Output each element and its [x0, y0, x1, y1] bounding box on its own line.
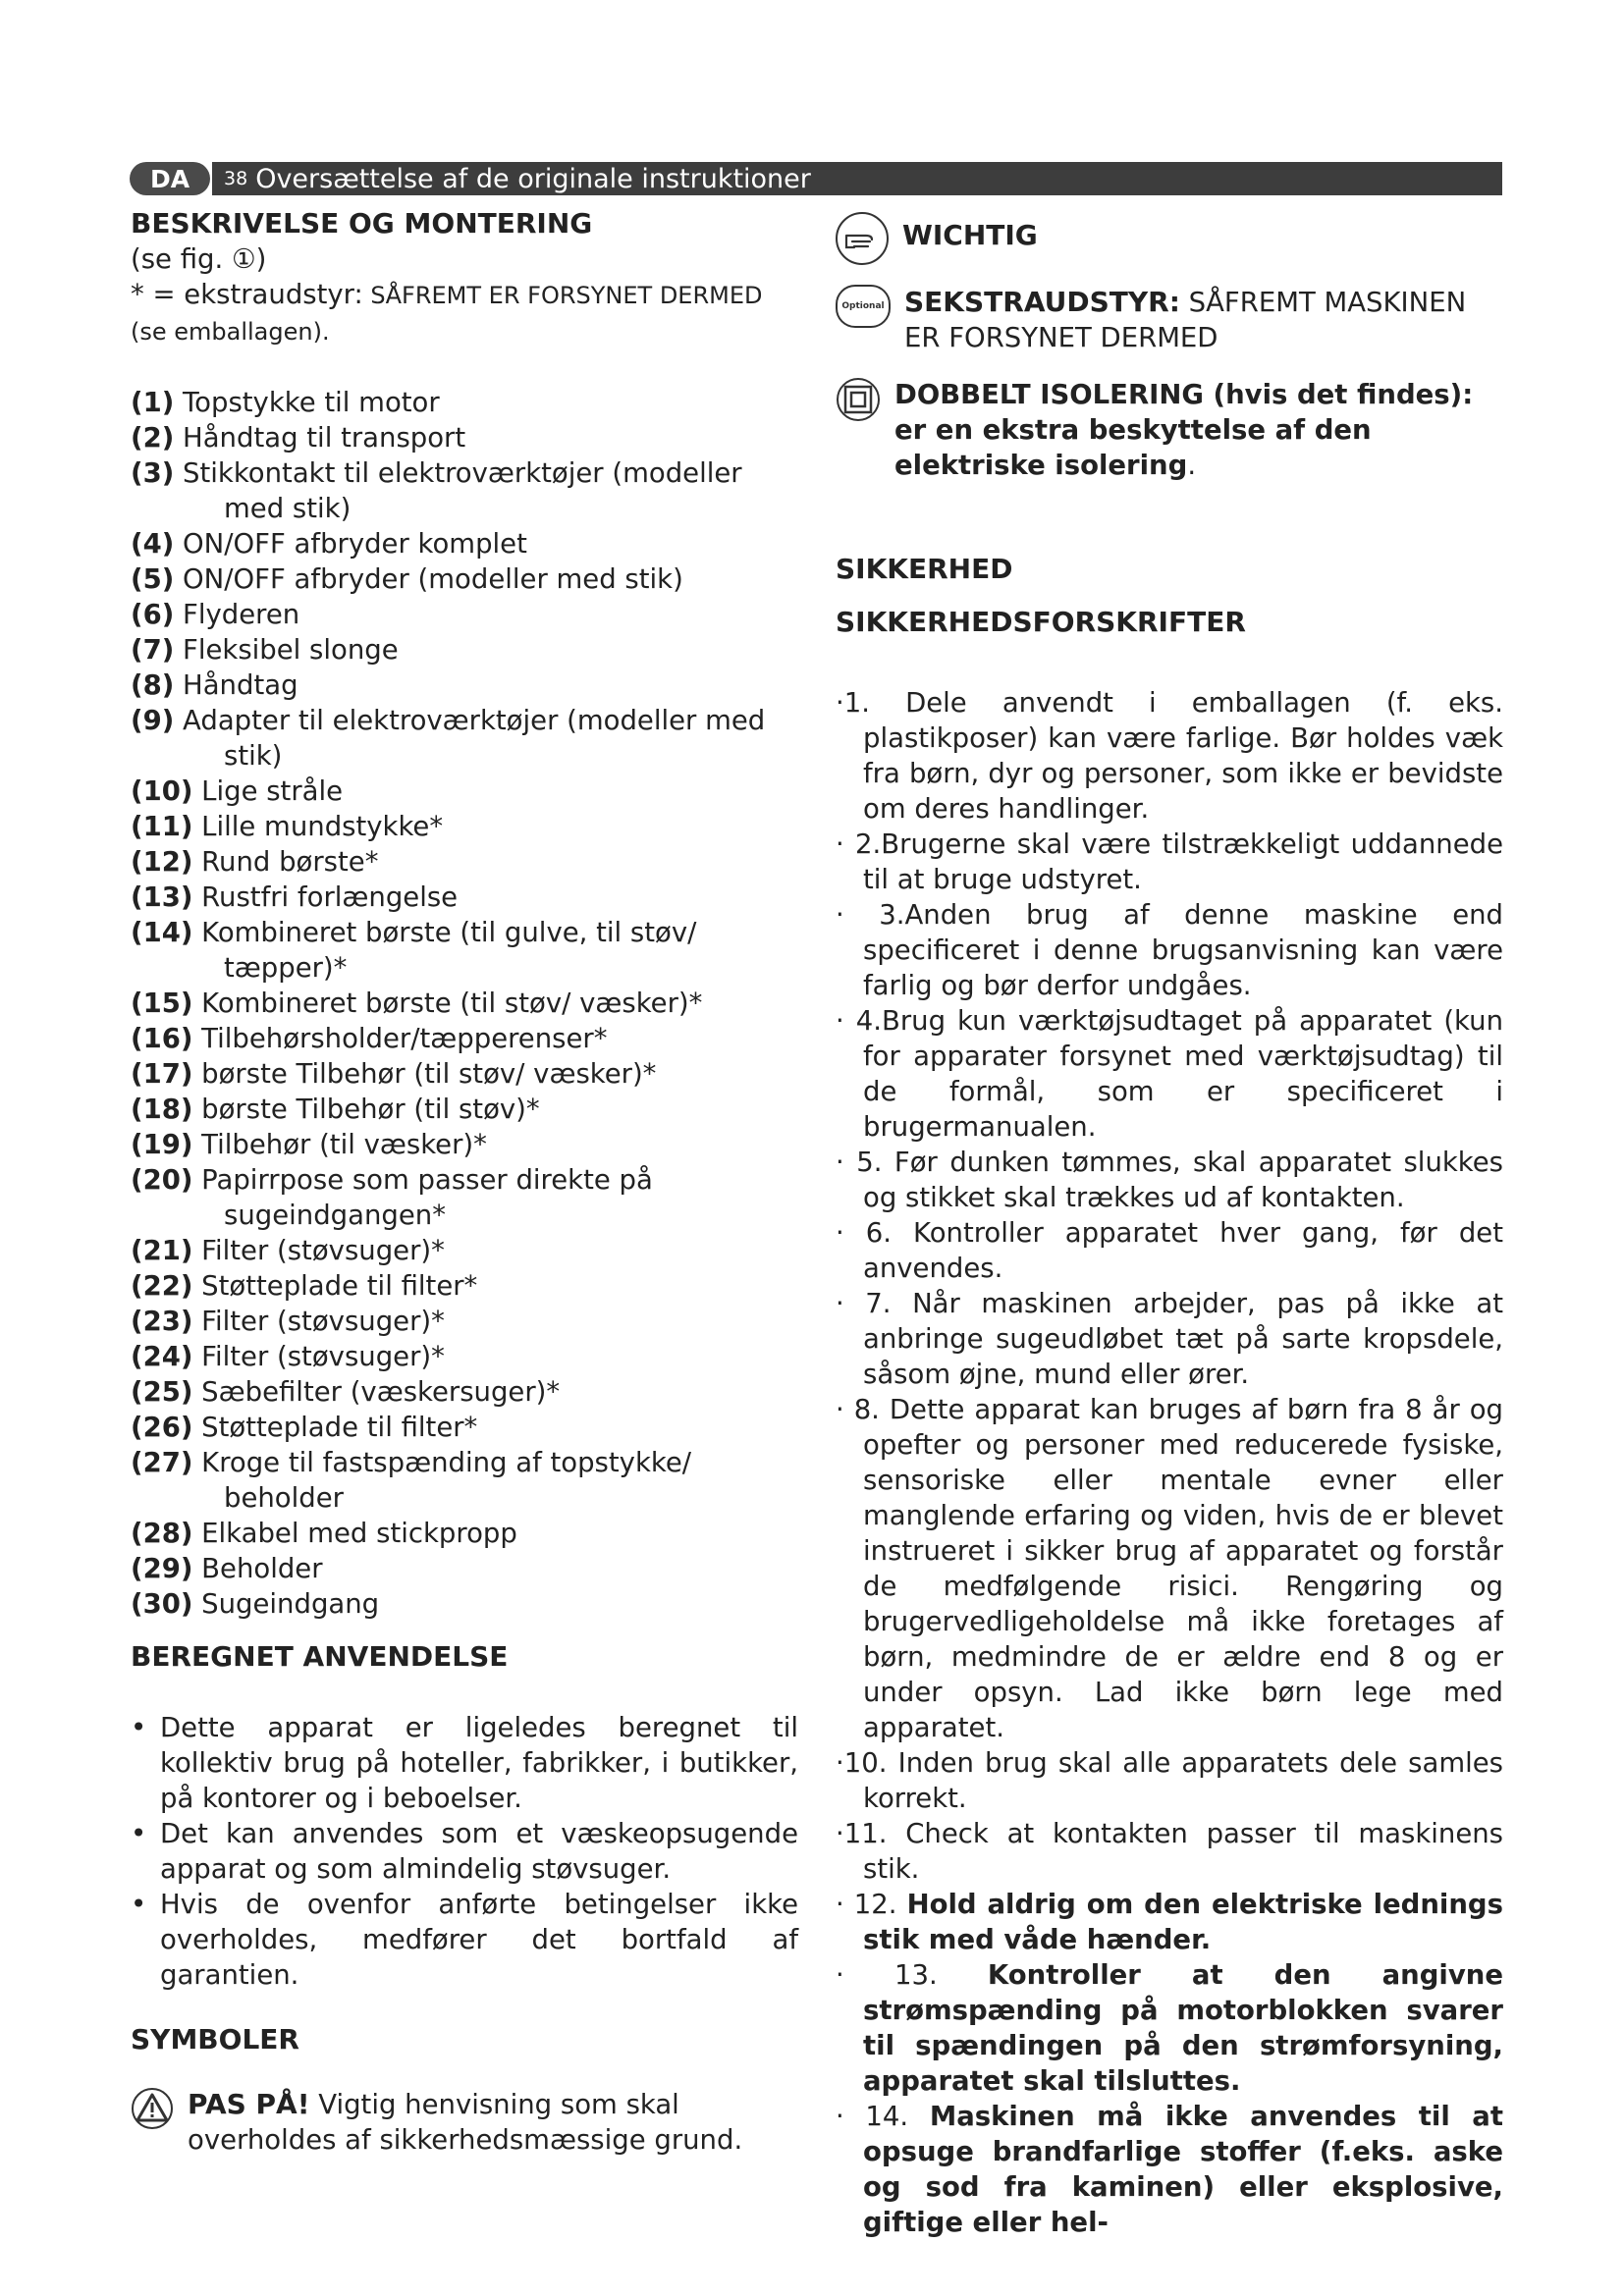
part-item: [131, 1127, 798, 1162]
safety-rule-number: · 14.: [836, 2101, 930, 2132]
page-header: [130, 162, 1502, 195]
part-item: [131, 774, 798, 809]
part-text: Rustfri forlængelse: [201, 881, 459, 913]
left-column: [131, 206, 798, 2158]
part-text: Fleksibel slonge: [183, 634, 399, 666]
language-badge: DA: [130, 162, 210, 195]
header-strip: [212, 162, 1502, 195]
part-number: (29): [131, 1553, 193, 1584]
safety-rule: [836, 897, 1503, 1003]
safety-rule-text: ·11. Check at kontakten passer til maskinens stik.: [836, 1818, 1503, 1885]
part-item: [131, 1374, 798, 1410]
part-text: Filter (støvsuger)*: [201, 1235, 445, 1266]
safety-rule-text: ·1. Dele anvendt i emballagen (f. eks. plastikposer) kan være farlige. Bør holdes væk fra børn, dyr og personer, som ikke er bevidste om deres handlinger.: [836, 687, 1503, 825]
safety-rule-text: · 5. Før dunken tømmes, skal apparatet slukkes og stikket skal trækkes ud af kontakten.: [836, 1147, 1503, 1213]
part-number: (24): [131, 1341, 193, 1372]
part-item: [131, 1092, 798, 1127]
part-text: Kombineret børste (til støv/ væsker)*: [201, 988, 703, 1019]
part-item: [131, 986, 798, 1021]
double-insulation-row: [836, 377, 1503, 483]
part-number: (6): [131, 599, 175, 630]
part-text: Sæbefilter (væskersuger)*: [201, 1376, 561, 1408]
part-item: [131, 1339, 798, 1374]
part-number: (22): [131, 1270, 193, 1302]
caution-text: Vigtig henvisning som skal overholdes af sikkerhedsmæssige grund.: [188, 2089, 743, 2156]
safety-rule: [836, 2099, 1503, 2240]
part-text: Håndtag til transport: [183, 422, 466, 454]
safety-rule: [836, 1286, 1503, 1392]
right-column: [836, 206, 1503, 2240]
part-item: [131, 597, 798, 632]
bullet-icon: •: [131, 1889, 147, 1920]
part-item: [131, 880, 798, 915]
part-text: Kroge til fastspænding af topstykke/ beholder: [201, 1447, 691, 1514]
part-text: Filter (støvsuger)*: [201, 1306, 445, 1337]
intended-use-text: Dette apparat er ligeledes beregnet til kollektiv brug på hoteller, fabrikker, i butikker, på kontorer og i beboelser.: [160, 1712, 798, 1814]
part-text: Tilbehør (til væsker)*: [201, 1129, 487, 1160]
part-number: (15): [131, 988, 193, 1019]
important-symbol-row: [836, 212, 1503, 265]
bullet-icon: •: [131, 1818, 147, 1849]
part-item: [131, 455, 798, 526]
accessory-note: [131, 277, 798, 349]
part-text: Elkabel med stickpropp: [201, 1518, 517, 1549]
safety-rule-text: · 7. Når maskinen arbejder, pas på ikke at anbringe sugeudløbet tæt på sarte kropsdele, såsom øjne, mund eller ører.: [836, 1288, 1503, 1390]
safety-rule-text: Maskinen må ikke anvendes til at opsuge brandfarlige stoffer (f.eks. aske og sod fra kaminen) eller eksplosive, giftige eller hel-: [863, 2101, 1503, 2238]
part-item: [131, 632, 798, 667]
double-insulation-end: .: [1187, 450, 1197, 481]
part-number: (5): [131, 563, 175, 595]
safety-rule-text: Kontroller at den angivne strømspænding på motorblokken svarer til spændingen på den strømforsyning, apparatet skal tilsluttes.: [863, 1959, 1503, 2097]
safety-rule: [836, 1745, 1503, 1816]
safety-rule: [836, 1003, 1503, 1145]
part-text: Tilbehørsholder/tæpperenser*: [201, 1023, 608, 1054]
fig-reference: (se fig. ①): [131, 243, 267, 275]
part-text: børste Tilbehør (til støv/ væsker)*: [201, 1058, 657, 1090]
part-text: ON/OFF afbryder (modeller med stik): [183, 563, 683, 595]
safety-rule: [836, 1887, 1503, 1957]
safety-rule: [836, 1816, 1503, 1887]
part-number: (4): [131, 528, 175, 560]
optional-icon: Optional: [836, 285, 891, 328]
safety-heading: SIKKERHED: [836, 553, 1013, 585]
part-number: (14): [131, 917, 193, 948]
optional-label: SEKSTRAUDSTYR:: [904, 286, 1180, 318]
part-number: (20): [131, 1164, 193, 1196]
caution-label: PAS PÅ!: [188, 2088, 310, 2120]
part-text: Stikkontakt til elektroværktøjer (modeller med stik): [183, 457, 742, 524]
safety-rule: [836, 827, 1503, 897]
part-text: Lille mundstykke*: [201, 811, 444, 842]
important-label: WICHTIG: [902, 219, 1038, 251]
safety-rules-list: [836, 685, 1503, 2240]
optional-text: SÅFREMT MASKINEN ER FORSYNET DERMED: [904, 287, 1467, 353]
part-text: Papirrpose som passer direkte på sugeindgangen*: [201, 1164, 653, 1231]
part-item: [131, 667, 798, 703]
part-item: [131, 1551, 798, 1586]
part-number: (12): [131, 846, 193, 878]
safety-rule-number: · 13.: [836, 1959, 988, 1991]
part-number: (1): [131, 387, 175, 418]
safety-rule-text: · 4.Brug kun værktøjsudtaget på apparatet (kun for apparater forsynet med værktøjsudtag) til de formål, som er specificeret i brugermanualen.: [836, 1005, 1503, 1143]
intended-use-heading: BEREGNET ANVENDELSE: [131, 1640, 509, 1673]
part-item: [131, 1162, 798, 1233]
part-number: (28): [131, 1518, 193, 1549]
part-item: [131, 915, 798, 986]
safety-rule-text: ·10. Inden brug skal alle apparatets dele samles korrekt.: [836, 1747, 1503, 1814]
intended-use-item: [131, 1710, 798, 1816]
part-number: (7): [131, 634, 175, 666]
part-item: [131, 1516, 798, 1551]
accessory-note-lead: * = ekstraudstyr:: [131, 279, 363, 310]
intended-use-list: [131, 1710, 798, 1993]
part-number: (3): [131, 457, 175, 489]
part-number: (26): [131, 1412, 193, 1443]
part-item: [131, 420, 798, 455]
safety-rule-text: · 2.Brugerne skal være tilstrækkeligt uddannede til at bruge udstyret.: [836, 828, 1503, 895]
part-item: [131, 1445, 798, 1516]
part-item: [131, 1056, 798, 1092]
intended-use-item: [131, 1887, 798, 1993]
parts-list: [131, 385, 798, 1622]
part-text: ON/OFF afbryder komplet: [183, 528, 527, 560]
safety-rule-text: · 8. Dette apparat kan bruges af børn fra 8 år og opefter og personer med reducerede fysiske, sensoriske eller mentale evner eller manglende erfaring og viden, hvis de er blevet instrueret i sikker brug af apparatet og forstår de medfølgende risici. Rengøring og brugervedligeholdelse må ikke foretages af børn, medmindre de er ældre end 8 og er under opsyn. Lad ikke børn lege med apparatet.: [836, 1394, 1503, 1743]
part-text: Støtteplade til filter*: [201, 1412, 478, 1443]
optional-symbol-row: [836, 285, 1503, 355]
safety-rule: [836, 1957, 1503, 2099]
part-item: [131, 1233, 798, 1268]
header-title: Oversættelse af de originale instruktioner: [255, 163, 811, 194]
intended-use-text: Hvis de ovenfor anførte betingelser ikke overholdes, medfører det bortfald af garantien.: [160, 1889, 798, 1991]
part-item: [131, 703, 798, 774]
part-number: (27): [131, 1447, 193, 1478]
part-number: (17): [131, 1058, 193, 1090]
caution-symbol-row: [131, 2087, 798, 2158]
part-number: (8): [131, 669, 175, 701]
safety-rule-text: · 3.Anden brug af denne maskine end specificeret i denne brugsanvisning kan være farlig og bør derfor undgåes.: [836, 899, 1503, 1001]
pointing-hand-icon: [836, 212, 889, 265]
part-text: Beholder: [201, 1553, 323, 1584]
part-text: Adapter til elektroværktøjer (modeller med stik): [183, 705, 766, 772]
bullet-icon: •: [131, 1712, 147, 1743]
part-text: børste Tilbehør (til støv)*: [201, 1094, 540, 1125]
part-text: Håndtag: [183, 669, 298, 701]
part-number: (2): [131, 422, 175, 454]
safety-rule: [836, 1215, 1503, 1286]
part-item: [131, 1586, 798, 1622]
part-text: Rund børste*: [201, 846, 379, 878]
double-insulation-icon: [836, 377, 881, 431]
symbols-heading: SYMBOLER: [131, 2023, 299, 2056]
part-number: (25): [131, 1376, 193, 1408]
part-text: Lige stråle: [201, 775, 344, 807]
safety-rule: [836, 1145, 1503, 1215]
safety-rule-text: Hold aldrig om den elektriske lednings stik med våde hænder.: [863, 1889, 1503, 1955]
part-number: (9): [131, 705, 175, 736]
part-text: Filter (støvsuger)*: [201, 1341, 445, 1372]
part-number: (16): [131, 1023, 193, 1054]
intended-use-text: Det kan anvendes som et væskeopsugende apparat og som almindelig støvsuger.: [160, 1818, 798, 1885]
part-item: [131, 1021, 798, 1056]
part-text: Topstykke til motor: [183, 387, 440, 418]
part-text: Støtteplade til filter*: [201, 1270, 478, 1302]
warning-triangle-icon: [131, 2087, 174, 2139]
part-number: (21): [131, 1235, 193, 1266]
intended-use-item: [131, 1816, 798, 1887]
safety-subheading: SIKKERHEDSFORSKRIFTER: [836, 606, 1246, 638]
part-text: Kombineret børste (til gulve, til støv/ tæpper)*: [201, 917, 697, 984]
part-number: (10): [131, 775, 193, 807]
part-number: (19): [131, 1129, 193, 1160]
part-item: [131, 1410, 798, 1445]
safety-rule: [836, 685, 1503, 827]
part-number: (11): [131, 811, 193, 842]
part-item: [131, 809, 798, 844]
safety-rule-text: · 6. Kontroller apparatet hver gang, før det anvendes.: [836, 1217, 1503, 1284]
part-number: (30): [131, 1588, 193, 1620]
part-item: [131, 385, 798, 420]
page-number: 38: [224, 168, 248, 189]
part-text: Sugeindgang: [201, 1588, 380, 1620]
part-number: (13): [131, 881, 193, 913]
part-item: [131, 526, 798, 561]
part-item: [131, 1268, 798, 1304]
description-heading: BESKRIVELSE OG MONTERING: [131, 207, 593, 240]
part-item: [131, 561, 798, 597]
part-number: (23): [131, 1306, 193, 1337]
safety-rule: [836, 1392, 1503, 1745]
part-item: [131, 844, 798, 880]
safety-rule-number: · 12.: [836, 1889, 907, 1920]
part-item: [131, 1304, 798, 1339]
part-number: (18): [131, 1094, 193, 1125]
accessory-note-rest: SÅFREMT ER FORSYNET DERMED (se emballagen).: [131, 282, 763, 346]
double-insulation-text: DOBBELT ISOLERING (hvis det findes): er en ekstra beskyttelse af den elektriske isolering: [894, 379, 1474, 481]
part-text: Flyderen: [183, 599, 300, 630]
